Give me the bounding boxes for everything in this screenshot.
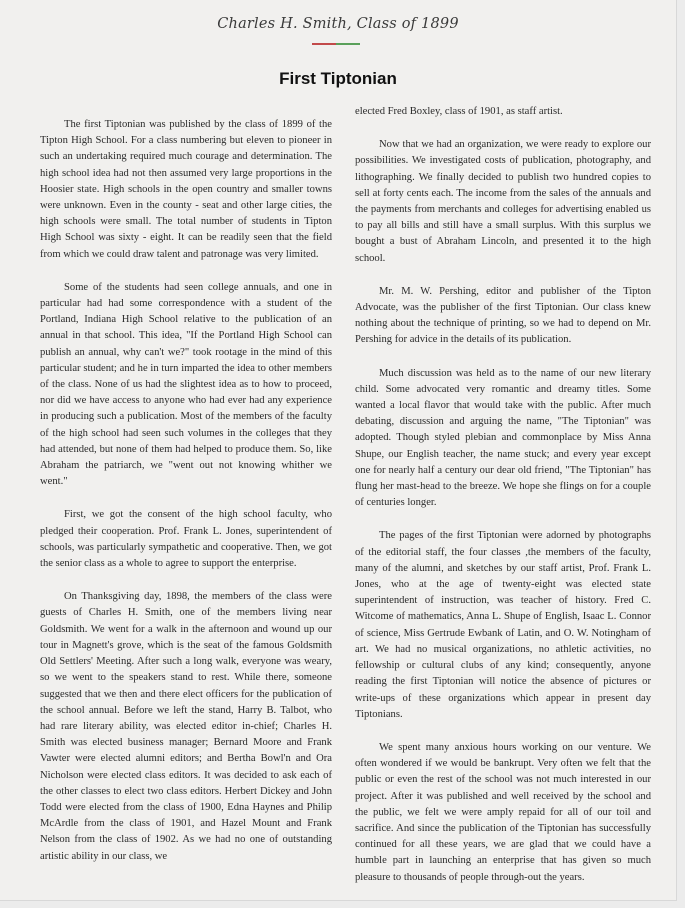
paragraph: The pages of the first Tiptonian were adorned by photographs of the editorial staff, the four classes ,the members of the faculty, many of the alumni, and sketches by our staff artist, Prof. Frank L. Jones, who at the age of twenty-eight was elected state superintendent of instruction, was teacher of history. Fred C. Witcome of mathematics, Anna L. Shupe of English, Isaac L. Connor of science, Miss Gertrude Ewbank of Latin, and O. W. Notingham of art. We had no musical organizations, no athletic activities, no fellowship or cultural clubs of any kind; consequently, anyone reading the first Tiptonian will notice the absence of pictures or write-ups of these organizations which appear in present day Tiptonians. xyxy=(355,530,651,720)
paragraph: Mr. M. W. Pershing, editor and publisher of the Tipton Advocate, was the publisher of the first Tiptonian. Our class knew nothing about the technique of printing, so we had to depend on Mr. Pershing for advice in the details of its publication. xyxy=(355,285,651,346)
paragraph: The first Tiptonian was published by the class of 1899 of the Tipton High School. For a class numbering but eleven to pioneer in such an undertaking required much courage and determination. The high school idea had not then assumed very large proportions in the Hoosier state. High schools in the open country and smaller towns were unknown. Even in the county - seat and other large cities, the high schools were small. The total number of students in Tipton High School was sixty - eight. It can be readily seen that the field from which we could draw talent and patronage was very limited. xyxy=(40,119,332,260)
title-divider xyxy=(312,43,360,45)
paragraph: Now that we had an organization, we were ready to explore our possibilities. We investigated costs of publication, photography, and lithographing. We finally decided to publish two hundred copies to sell at forty cents each. The income from the sales of the annuals and the payments from merchants and colleges for advertising enabled us to pay all bills and still have a small surplus. With this surplus we bought a bust of Abraham Lincoln, and presented it to the high school. xyxy=(355,139,651,264)
author-byline: Charles H. Smith, Class of 1899 xyxy=(217,16,459,32)
paragraph: Some of the students had seen college annuals, and one in particular had had some correspondence with a student of the Portland, Indiana High School relative to the publication of an annual in that school. This idea, "If the Portland High School can publish an annual, why can't we?" took rootage in the mind of this particular student; and he in turn imparted the idea to other members of the class. None of us had the slightest idea as to how to proceed, nor did we have access to anyone who had ever had any experience in producing such a publication. Most of the members of the faculty of the high school had seen such volumes in the colleges that they had attended, but none of them had helped to produce them. So, like Abraham the patriarch, we "went out not knowing whither we went." xyxy=(40,281,332,488)
paragraph: Much discussion was held as to the name of our new literary child. Some advocated very romantic and dreamy titles. Some wanted a local flavor that would take with the public. After much debating, discussion and arguing the name, "The Tiptonian" was adopted. Though styled plebian and commonplace by Miss Anna Shupe, our English teacher, the name stuck; and every year except one for nearly half a century our dear old friend, "The Tiptonian" has flung her mast-head to the breeze. We hope she flings on for a couple of centuries longer. xyxy=(355,367,651,509)
paragraph: First, we got the consent of the high school faculty, who pledged their cooperation. Prof. Frank L. Jones, superintendent of schools, was particularly sympathetic and cooperative. Then, we got the senior class as a whole to agree to support the enterprise. xyxy=(40,509,332,570)
article-title: First Tiptonian xyxy=(279,69,397,88)
paragraph: We spent many anxious hours working on our venture. We often wondered if we would be bankrupt. Very often we felt that the public or even the rest of the school was not much interested in our project. After it was published and well received by the school and the public, we felt we were amply repaid for all of our toil and sacrifice. And since the publication of the Tiptonian has successfully continued for all these years, we are glad that we could have a humble part in launching an enterprise that has given so much pleasure to thousands of people through-out the years. xyxy=(355,741,651,883)
paragraph-continuation: elected Fred Boxley, class of 1901, as staff artist. xyxy=(355,106,563,117)
left-column xyxy=(40,117,332,865)
paragraph: On Thanksgiving day, 1898, the members of the class were guests of Charles H. Smith, one of the members living near Goldsmith. We went for a walk in the afternoon and wound up our tour in Magnett's grove, which is the seat of the famous Goldsmith Old Settlers' Meeting. After such a long walk, everyone was weary, so we went to the speakers stand to rest. While there, someone suggested that we then and there elect officers for the publication of the school annual. Before we left the stand, Harry B. Talbot, who had rare literary ability, was elected editor in-chief; Charles H. Smith was elected business manager; Bernard Moore and Frank Vawter were elected alumni editors; and Bertha Bowl'n and Ora Nicholson were elected class editors. It was decided to ask each of the other classes to elect two class editors. Herbert Dickey and John Todd were elected from the class of 1900, Edna Haynes and Philip McArdle from the class of 1901, and Hazel Mount and Frank Nelson from the class of 1902. As we had no one of outstanding artistic ability in our class, we xyxy=(40,591,332,862)
right-column xyxy=(355,104,651,886)
